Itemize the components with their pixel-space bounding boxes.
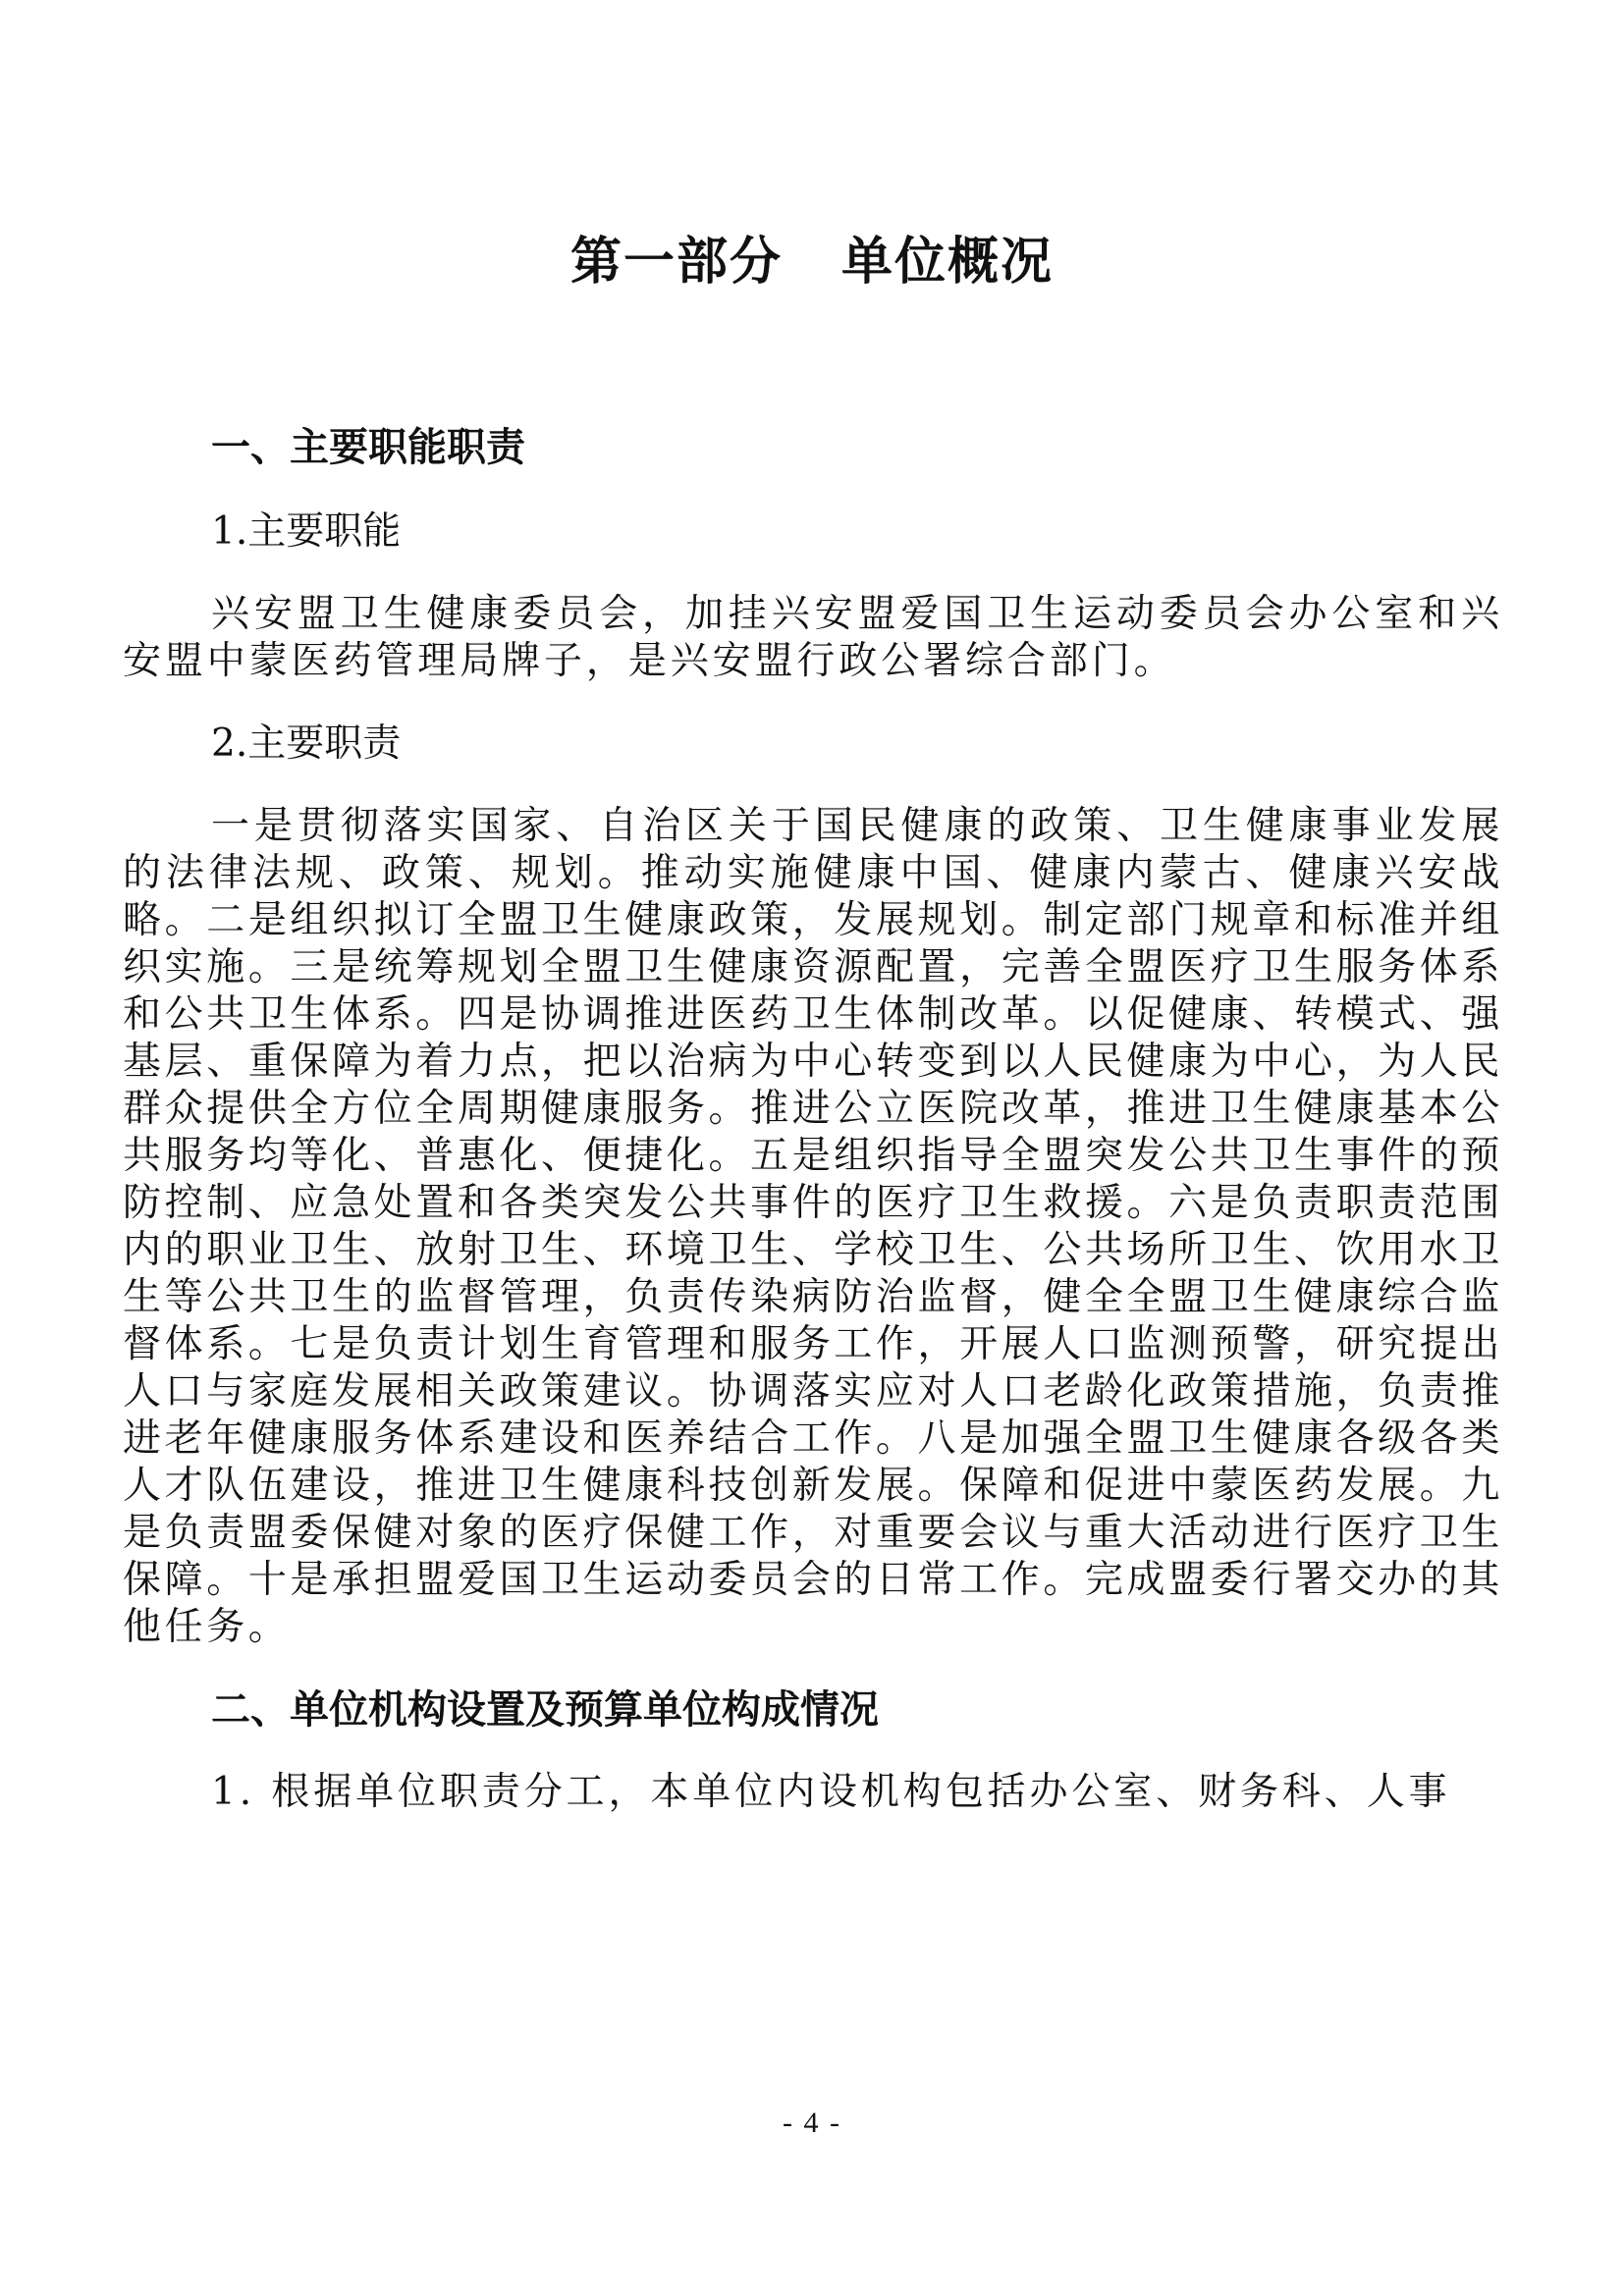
paragraph-main-responsibilities: 一是贯彻落实国家、自治区关于国民健康的政策、卫生健康事业发展的法律法规、政策、规划。推动实施健康中国、健康内蒙古、健康兴安战略。二是组织拟订全盟卫生健康政策，发展规划。制定部门规章和标准并组织实施。三是统筹规划全盟卫生健康资源配置，完善全盟医疗卫生服务体系和公共卫生体系。四是协调推进医药卫生体制改革。以促健康、转模式、强基层、重保障为着力点，把以治病为中心转变到以人民健康为中心，为人民群众提供全方位全周期健康服务。推进公立医院改革，推进卫生健康基本公共服务均等化、普惠化、便捷化。五是组织指导全盟突发公共卫生事件的预防控制、应急处置和各类突发公共事件的医疗卫生救援。六是负责职责范围内的职业卫生、放射卫生、环境卫生、学校卫生、公共场所卫生、饮用水卫生等公共卫生的监督管理，负责传染病防治监督，健全全盟卫生健康综合监督体系。七是负责计划生育管理和服务工作，开展人口监测预警，研究提出人口与家庭发展相关政策建议。协调落实应对人口老龄化政策措施，负责推进老年健康服务体系建设和医养结合工作。八是加强全盟卫生健康各级各类人才队伍建设，推进卫生健康科技创新发展。保障和促进中蒙医药发展。九是负责盟委保健对象的医疗保健工作，对重要会议与重大活动进行医疗卫生保障。十是承担盟爱国卫生运动委员会的日常工作。完成盟委行署交办的其他任务。	[123, 804, 1503, 1649]
title-part: 第一部分	[569, 232, 783, 292]
page-number: - 4 -	[783, 2107, 841, 2139]
title-name: 单位概况	[841, 232, 1055, 292]
document-body	[123, 422, 1503, 1849]
subheading-main-functions: 1.主要职能	[211, 509, 402, 554]
paragraph-main-functions: 兴安盟卫生健康委员会，加挂兴安盟爱国卫生运动委员会办公室和兴安盟中蒙医药管理局牌子，是兴安盟行政公署综合部门。	[123, 592, 1503, 683]
page-title	[0, 228, 1624, 296]
paragraph-internal-organization: 1. 根据单位职责分工，本单位内设机构包括办公室、财务科、人事	[211, 1770, 1451, 1814]
subheading-main-responsibilities: 2.主要职责	[211, 721, 402, 766]
section-heading-organization: 二、单位机构设置及预算单位构成情况	[211, 1687, 879, 1733]
section-heading-duties: 一、主要职能职责	[211, 425, 525, 470]
